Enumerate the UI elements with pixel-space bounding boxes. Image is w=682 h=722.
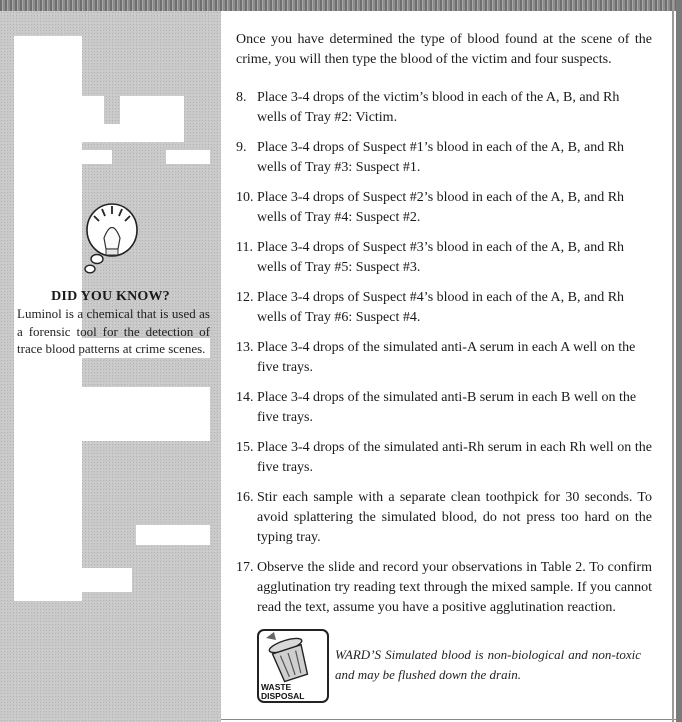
step-number: 15. [236,440,254,455]
procedure-step [236,558,652,618]
sidebar-whiteout [82,150,112,164]
sidebar-whiteout [82,387,210,441]
step-number: 8. [236,90,247,105]
sidebar-whiteout [166,150,210,164]
step-text: Place 3-4 drops of Suspect #3’s blood in each of the A, B, and Rh wells of Tray #5: Suspect #3. [257,240,625,275]
sidebar-whiteout [136,525,210,545]
step-text: Place 3-4 drops of Suspect #2’s blood in each of the A, B, and Rh wells of Tray #4: Suspect #2. [257,190,625,225]
step-text: Stir each sample with a separate clean toothpick for 30 seconds. To avoid splattering the simulated blood, do not press too hard on the typing tray. [257,490,652,545]
step-text: Place 3-4 drops of the simulated anti-A serum in each A well on the five trays. [257,340,636,375]
procedure-step [236,188,652,228]
procedure-step [236,338,652,378]
waste-label-line1: WASTE [261,682,292,692]
procedure-step [236,88,652,128]
step-number: 10. [236,190,254,205]
sidebar-whiteout [82,96,104,124]
procedure-step [236,488,652,548]
step-text: Place 3-4 drops of Suspect #4’s blood in each of the A, B, and Rh wells of Tray #6: Suspect #4. [257,290,625,325]
waste-disposal-icon [256,628,330,704]
sidebar-whiteout [82,568,132,592]
right-border-rule [676,0,682,722]
step-text: Place 3-4 drops of the simulated anti-B serum in each B well on the five trays. [257,390,637,425]
did-you-know-body: Luminol is a chemical that is used as a forensic tool for the detection of trace blood patterns at crime scenes. [17,306,210,356]
step-number: 12. [236,290,254,305]
step-text: Place 3-4 drops of the simulated anti-Rh serum in each Rh well on the five trays. [257,440,652,475]
waste-label-line2: DISPOSAL [261,691,305,701]
step-text: Place 3-4 drops of Suspect #1’s blood in each of the A, B, and Rh wells of Tray #3: Suspect #1. [257,140,625,175]
step-number: 14. [236,390,254,405]
step-number: 17. [236,560,254,575]
lightbulb-idea-icon [78,195,148,285]
step-number: 16. [236,490,254,505]
step-number: 11. [236,240,253,255]
step-text: Place 3-4 drops of the victim’s blood in each of the A, B, and Rh wells of Tray #2: Victim. [257,90,620,125]
procedure-column [236,30,652,618]
sidebar-whiteout [120,96,184,124]
procedure-step [236,438,652,478]
waste-disposal-note: WARD’S Simulated blood is non-biological and non-toxic and may be flushed down the drain. [335,647,641,682]
procedure-step [236,238,652,278]
procedure-steps-list [236,88,652,618]
intro-paragraph: Once you have determined the type of blood found at the scene of the crime, you will then type the blood of the victim and four suspects. [236,32,652,67]
step-number: 9. [236,140,247,155]
sidebar-whiteout [82,124,184,142]
procedure-step [236,288,652,328]
step-number: 13. [236,340,254,355]
top-border-rule [0,0,682,11]
procedure-step [236,388,652,428]
procedure-step [236,138,652,178]
step-text: Observe the slide and record your observations in Table 2. To confirm agglutination try reading text through the mixed sample. If you cannot read the text, assume you have a positive agglutination reaction. [257,560,652,615]
did-you-know-title: DID YOU KNOW? [51,289,170,304]
